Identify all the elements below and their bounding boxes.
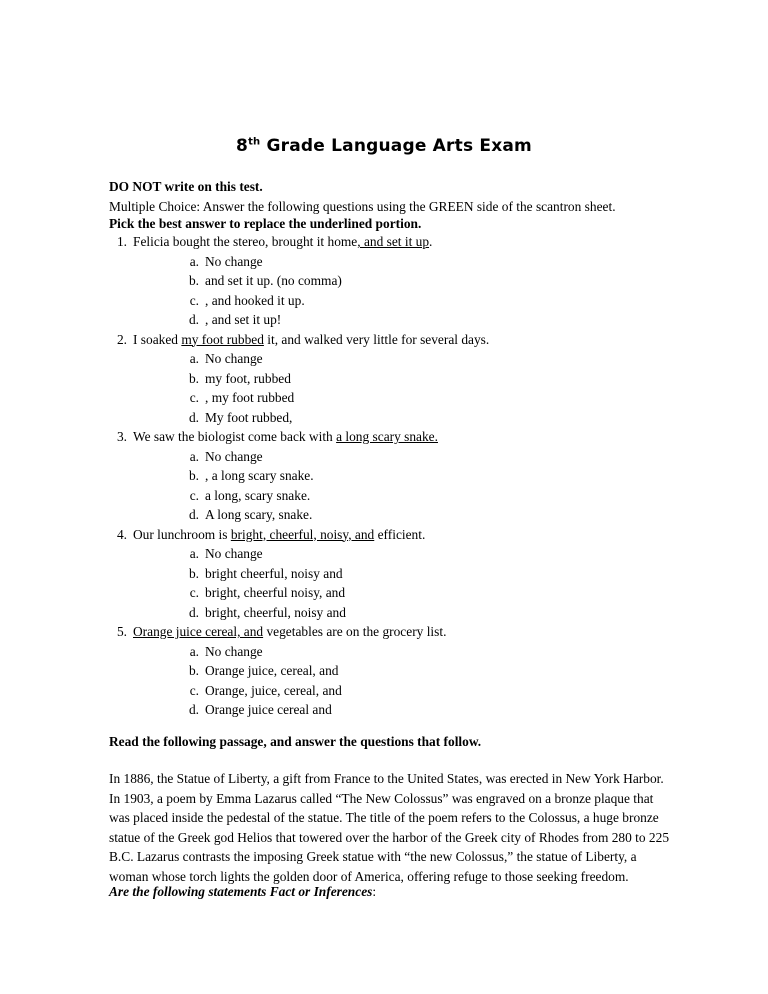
option-letter: c. (189, 682, 199, 698)
option-text: bright, cheerful noisy, and (205, 585, 346, 600)
option-letter: c. (189, 487, 199, 503)
option-text: No change (205, 448, 263, 464)
question-stem (133, 232, 669, 252)
option-letter: a. (189, 253, 199, 269)
option-text: No change (205, 546, 263, 561)
page-title (0, 137, 768, 157)
option-text: and set it up. (no comma) (205, 273, 342, 288)
option-text: Orange, juice, cereal, and (205, 682, 342, 698)
option-text: No change (205, 351, 263, 366)
answer-option (133, 252, 669, 272)
answer-option (133, 564, 669, 584)
answer-option (133, 505, 669, 525)
option-letter: b. (188, 565, 199, 581)
answer-options (133, 349, 669, 427)
option-text: , a long scary snake. (205, 468, 314, 483)
question-item (109, 330, 669, 428)
option-text: my foot, rubbed (205, 370, 291, 386)
title-rest: Grade Language Arts Exam (260, 136, 532, 156)
option-letter: b. (188, 370, 199, 386)
answer-option (133, 388, 669, 408)
underlined-portion: a long scary snake. (336, 429, 438, 444)
answer-option (133, 700, 669, 720)
option-letter: a. (189, 448, 199, 464)
answer-option (133, 310, 669, 330)
option-text: Orange juice, cereal, and (205, 663, 339, 678)
answer-option (133, 447, 669, 467)
answer-option (133, 544, 669, 564)
passage (109, 769, 669, 886)
option-text: bright, cheerful, noisy and (205, 604, 346, 620)
option-letter: b. (188, 468, 199, 483)
answer-option (133, 408, 669, 428)
question-stem-after: . (429, 234, 433, 249)
multiple-choice-instruction: Multiple Choice: Answer the following questions using the GREEN side of the scantron sheet. (109, 198, 616, 214)
question-stem (133, 525, 669, 545)
answer-option (133, 291, 669, 311)
title-grade-suffix: th (248, 136, 261, 148)
answer-option (133, 486, 669, 506)
answer-option (133, 661, 669, 681)
question-stem-before: We saw the biologist come back with (133, 429, 337, 444)
option-letter: d. (188, 507, 199, 522)
option-letter: d. (188, 604, 199, 620)
question-number: 5. (116, 624, 127, 639)
option-letter: c. (189, 292, 199, 308)
answer-options (133, 447, 669, 525)
answer-option (133, 271, 669, 291)
question-stem-before: Felicia bought the stereo, brought it home (133, 234, 358, 249)
question-stem-after: vegetables are on the grocery list. (263, 624, 447, 639)
question-number: 3. (116, 429, 127, 444)
underlined-portion: , and set it up (357, 234, 430, 249)
question-stem (133, 330, 669, 350)
answer-options (133, 642, 669, 720)
question-stem-before: I soaked (133, 331, 182, 347)
question-stem-before: Our lunchroom is (133, 526, 231, 542)
option-text: A long scary, snake. (205, 507, 313, 522)
question-stem (133, 427, 669, 447)
answer-option (133, 603, 669, 623)
warning-text: DO NOT write on this test. (109, 179, 263, 194)
underlined-portion: Orange juice cereal, and (133, 624, 264, 639)
question-number: 1. (116, 234, 127, 249)
question-stem-after: efficient. (374, 526, 426, 542)
question-list (109, 232, 669, 720)
answer-option (133, 642, 669, 662)
option-text: a long, scary snake. (205, 487, 311, 503)
question-item (109, 427, 669, 525)
question-item (109, 525, 669, 623)
question-stem-after: it, and walked very little for several days. (263, 331, 490, 347)
answer-options (133, 544, 669, 622)
option-letter: c. (189, 585, 199, 600)
section1-heading: Pick the best answer to replace the underlined portion. (109, 216, 422, 231)
option-letter: a. (189, 351, 199, 366)
option-letter: a. (189, 546, 199, 561)
option-text: No change (205, 643, 263, 659)
question-stem (133, 622, 669, 642)
question-number: 4. (116, 526, 127, 542)
passage-text: In 1886, the Statue of Liberty, a gift from France to the United States, was erected in New York Harbor. In 1903, a poem by Emma Lazarus called “The New Colossus” was engraved on a bronze plaque that was placed inside the pedestal of the statue. The title of the poem refers to the Colossus, a huge bronze statue of the Greek god Helios that towered over the harbor of the Greek city of Rhodes from 280 to 225 B.C. Lazarus contrasts the imposing Greek statue with “the new Colossus,” the statue of Liberty, a woman whose torch lights the golden door of America, offering refuge to those seeking freedom. (109, 771, 670, 884)
option-letter: a. (189, 643, 199, 659)
answer-options (133, 252, 669, 330)
option-letter: b. (188, 273, 199, 288)
instructions (109, 177, 669, 216)
option-text: My foot rubbed, (205, 409, 293, 425)
option-text: No change (205, 253, 263, 269)
section2-heading: Read the following passage, and answer the questions that follow. (109, 734, 482, 749)
answer-option (133, 681, 669, 701)
section3-colon: : (372, 884, 377, 899)
underlined-portion: bright, cheerful, noisy, and (230, 526, 375, 542)
option-letter: d. (188, 702, 199, 717)
answer-option (133, 349, 669, 369)
option-text: , my foot rubbed (205, 390, 295, 405)
answer-option (133, 466, 669, 486)
option-letter: b. (188, 663, 199, 678)
question-item (109, 622, 669, 720)
underlined-portion: my foot rubbed (181, 331, 264, 347)
question-number: 2. (116, 331, 127, 347)
section3-heading-text: Are the following statements Fact or Inferences (109, 884, 373, 899)
option-text: Orange juice cereal and (205, 702, 332, 717)
title-grade: 8 (236, 136, 249, 156)
option-letter: d. (188, 312, 199, 327)
option-text: bright cheerful, noisy and (205, 565, 343, 581)
option-letter: c. (189, 390, 199, 405)
option-text: , and hooked it up. (205, 292, 305, 308)
section3-heading (109, 882, 669, 902)
option-letter: d. (188, 409, 199, 425)
answer-option (133, 369, 669, 389)
question-item (109, 232, 669, 330)
answer-option (133, 583, 669, 603)
option-text: , and set it up! (205, 312, 282, 327)
